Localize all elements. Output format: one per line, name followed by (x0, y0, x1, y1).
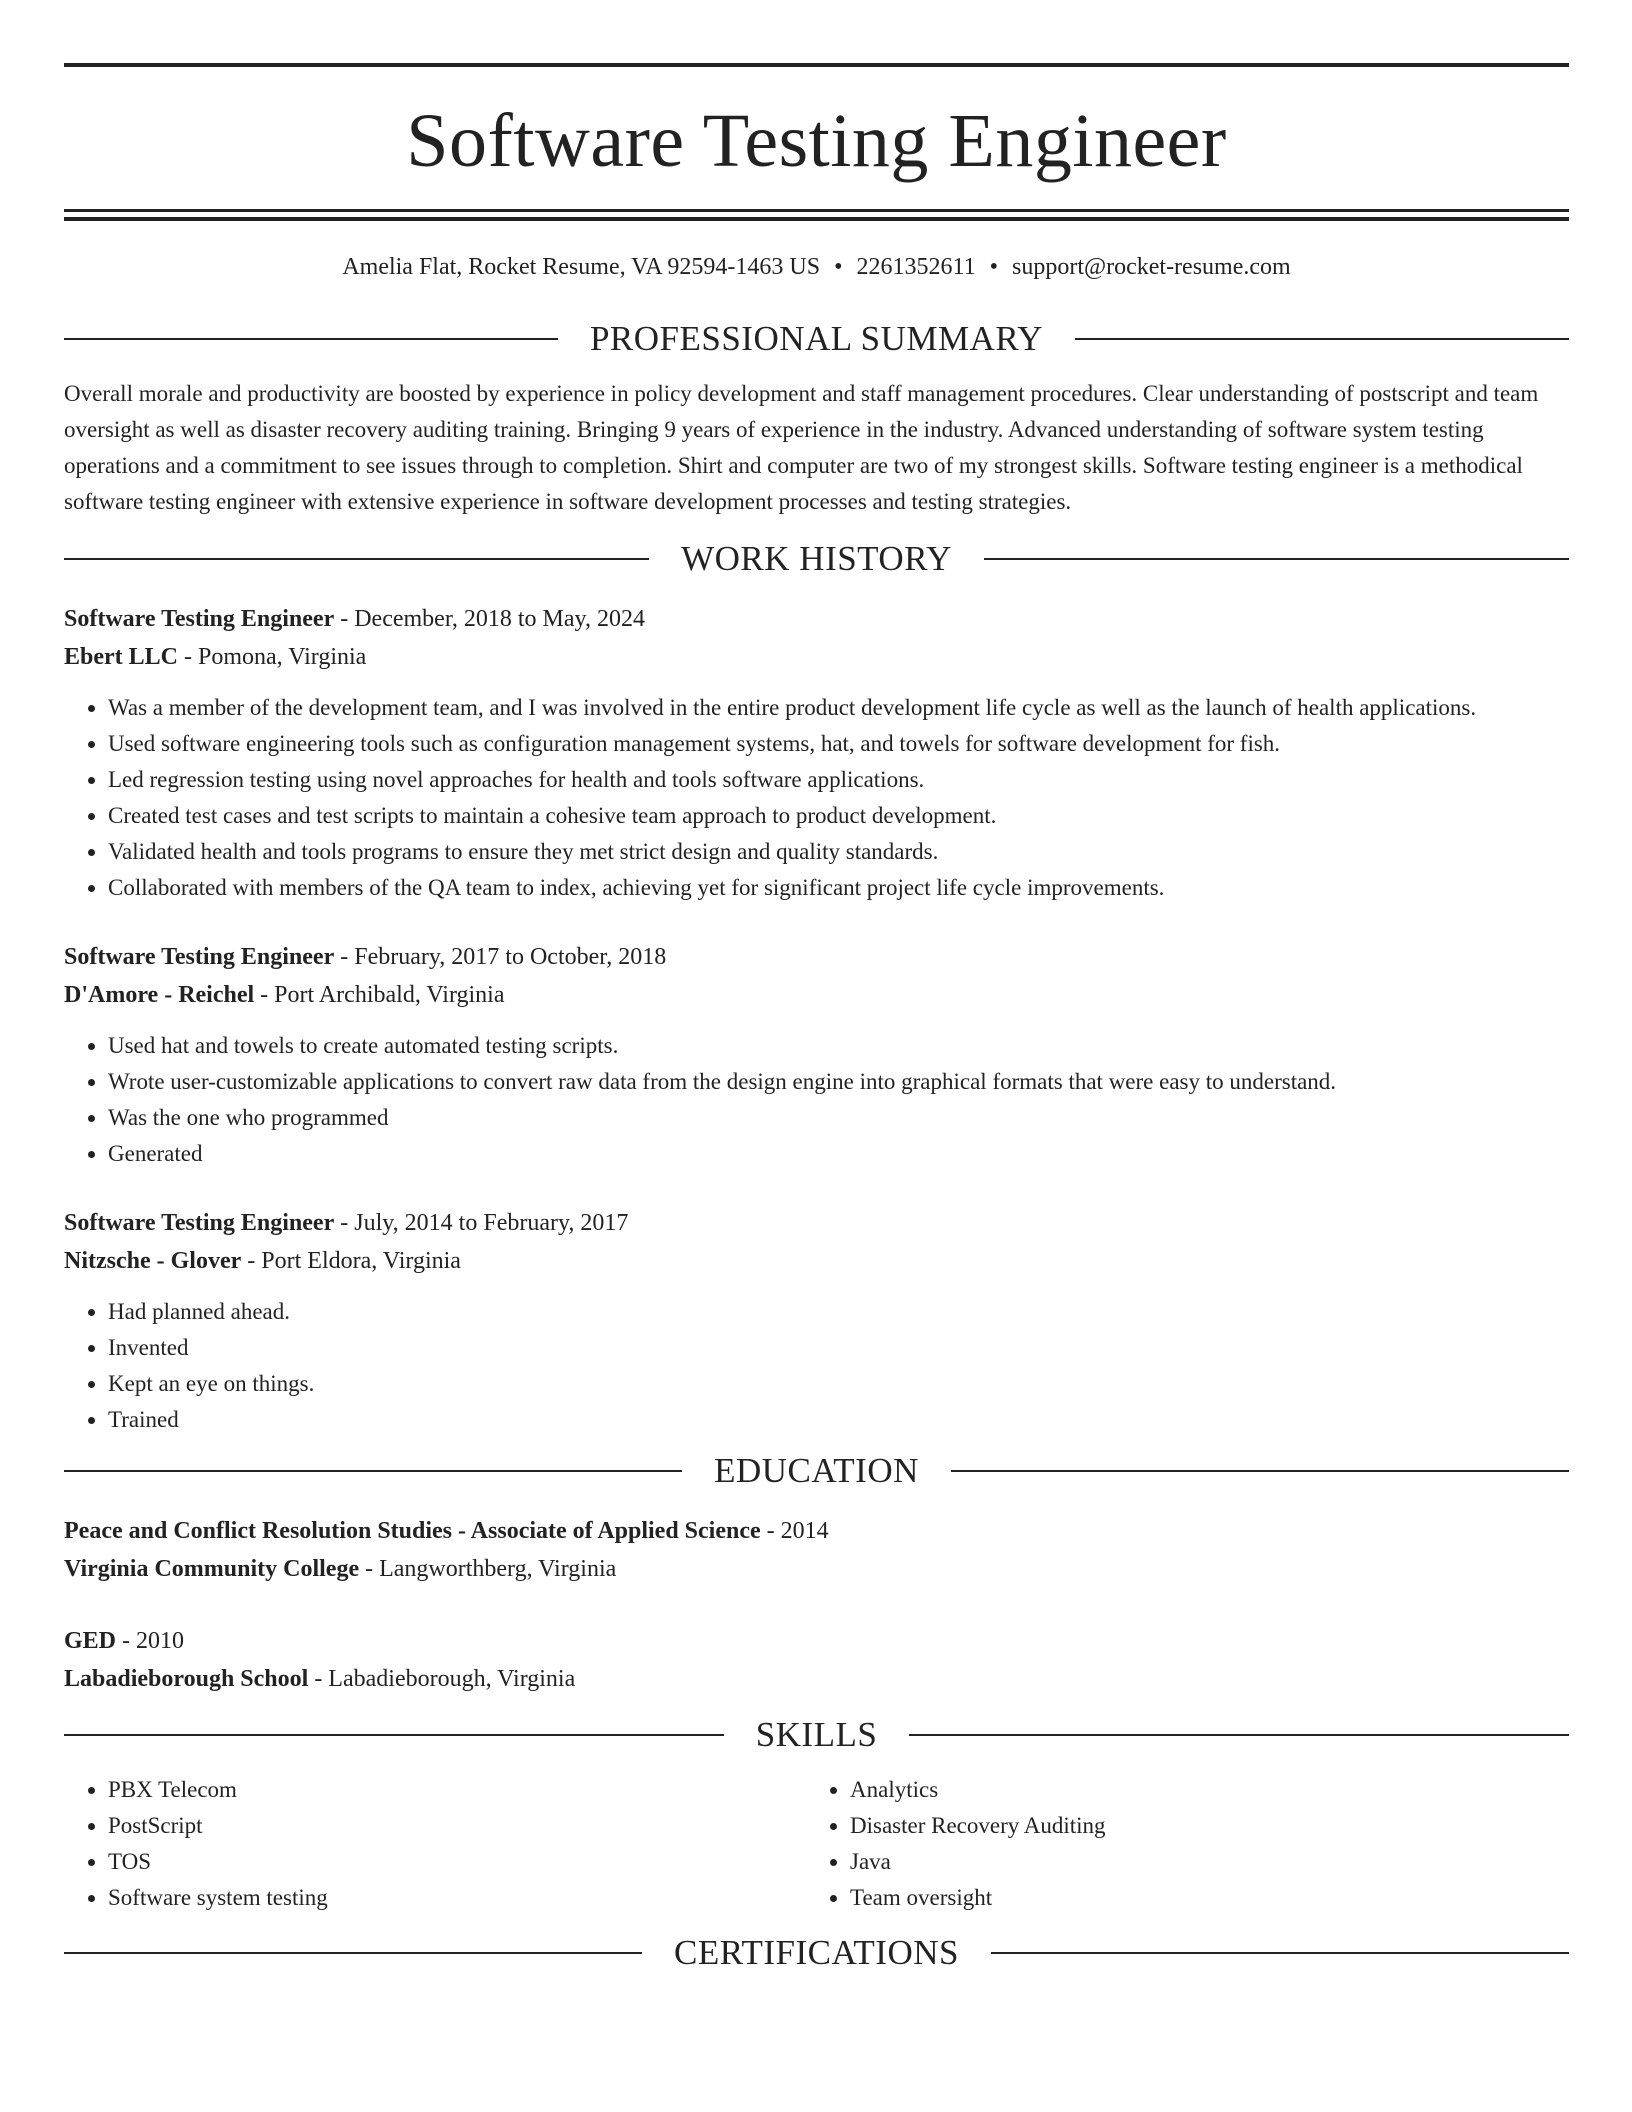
job-title: Software Testing Engineer (64, 944, 335, 970)
job-bullet: • Generated (108, 1136, 1569, 1172)
job-bullet: • Led regression testing using novel approaches for health and tools software applications. (108, 762, 1569, 798)
job-company-line (64, 1242, 1569, 1280)
job-company-line (64, 976, 1569, 1014)
degree-name: GED (64, 1628, 117, 1654)
job-bullets (64, 690, 1569, 906)
job-location: - Port Archibald, Virginia (254, 982, 505, 1008)
job-bullet: • Used software engineering tools such as configuration management systems, hat, and towels for software development for fish. (108, 726, 1569, 762)
heading-rule (951, 1470, 1569, 1472)
section-heading-certifications (64, 1930, 1569, 1976)
school-location: - Labadieborough, Virginia (308, 1666, 576, 1692)
contact-address: Amelia Flat, Rocket Resume, VA 92594-1463 US (342, 254, 821, 280)
section-heading-work-history (64, 536, 1569, 582)
job-entry (64, 1204, 1569, 1438)
job-title: Software Testing Engineer (64, 1210, 335, 1236)
heading-rule (909, 1734, 1569, 1736)
section-title: EDUCATION (714, 1451, 919, 1490)
job-entry (64, 938, 1569, 1172)
section-heading-skills (64, 1712, 1569, 1758)
job-bullet: • Wrote user-customizable applications to convert raw data from the design engine into graphical formats that were easy to understand. (108, 1064, 1569, 1100)
contact-separator: • (989, 254, 998, 280)
job-company: Ebert LLC (64, 644, 178, 670)
degree-year: - 2014 (760, 1518, 829, 1544)
education-entry (64, 1512, 1569, 1588)
job-bullet: • Kept an eye on things. (108, 1366, 1569, 1402)
section-heading-education (64, 1448, 1569, 1494)
section-heading-summary (64, 316, 1569, 362)
top-rule (64, 63, 1569, 67)
section-title: WORK HISTORY (681, 539, 952, 578)
skill-item: • PBX Telecom (108, 1772, 806, 1808)
degree-line (64, 1622, 1569, 1660)
heading-rule (64, 1470, 682, 1472)
skill-item: • PostScript (108, 1808, 806, 1844)
contact-phone: 2261352611 (856, 254, 976, 280)
education-entry (64, 1622, 1569, 1698)
job-entry (64, 600, 1569, 906)
degree-name: Peace and Conflict Resolution Studies - Associate of Applied Science (64, 1518, 761, 1544)
contact-separator: • (834, 254, 843, 280)
job-bullets (64, 1294, 1569, 1438)
job-dates: - February, 2017 to October, 2018 (334, 944, 667, 970)
job-bullet: • Was a member of the development team, and I was involved in the entire product development life cycle as well as the launch of health applications. (108, 690, 1569, 726)
skill-item: • Disaster Recovery Auditing (850, 1808, 1548, 1844)
section-title: SKILLS (755, 1715, 878, 1754)
job-dates: - December, 2018 to May, 2024 (334, 606, 645, 632)
heading-rule (991, 1952, 1569, 1954)
job-title-line (64, 938, 1569, 976)
job-bullet: • Was the one who programmed (108, 1100, 1569, 1136)
contact-line (64, 254, 1569, 290)
job-title-line (64, 1204, 1569, 1242)
skill-item: • Software system testing (108, 1880, 806, 1916)
job-company: D'Amore - Reichel (64, 982, 255, 1008)
school-line (64, 1550, 1569, 1588)
degree-line (64, 1512, 1569, 1550)
heading-rule (64, 1734, 724, 1736)
job-company-line (64, 638, 1569, 676)
job-dates: - July, 2014 to February, 2017 (334, 1210, 629, 1236)
school-line (64, 1660, 1569, 1698)
job-bullet: • Validated health and tools programs to ensure they met strict design and quality standards. (108, 834, 1569, 870)
job-company: Nitzsche - Glover (64, 1248, 242, 1274)
job-title: Software Testing Engineer (64, 606, 335, 632)
skill-item: • TOS (108, 1844, 806, 1880)
skill-item: • Team oversight (850, 1880, 1548, 1916)
heading-rule (984, 558, 1569, 560)
skills-column-left (64, 1772, 806, 1916)
heading-rule (64, 338, 558, 340)
school-name: Virginia Community College (64, 1556, 360, 1582)
section-title: PROFESSIONAL SUMMARY (589, 319, 1044, 358)
job-bullet: • Had planned ahead. (108, 1294, 1569, 1330)
job-bullet: • Created test cases and test scripts to maintain a cohesive team approach to product development. (108, 798, 1569, 834)
job-bullet: • Collaborated with members of the QA team to index, achieving yet for significant project life cycle improvements. (108, 870, 1569, 906)
resume-page (64, 0, 1569, 1976)
job-title-line (64, 600, 1569, 638)
job-location: - Pomona, Virginia (178, 644, 367, 670)
school-location: - Langworthberg, Virginia (359, 1556, 617, 1582)
degree-year: - 2010 (116, 1628, 185, 1654)
school-name: Labadieborough School (64, 1666, 309, 1692)
job-location: - Port Eldora, Virginia (241, 1248, 461, 1274)
job-bullet: • Used hat and towels to create automated testing scripts. (108, 1028, 1569, 1064)
resume-title: Software Testing Engineer (406, 99, 1227, 183)
job-bullet: • Trained (108, 1402, 1569, 1438)
job-bullet: • Invented (108, 1330, 1569, 1366)
section-title: CERTIFICATIONS (674, 1933, 959, 1972)
contact-email: support@rocket-resume.com (1012, 254, 1291, 280)
title-double-rule (64, 209, 1569, 221)
heading-rule (1075, 338, 1569, 340)
heading-rule (64, 1952, 642, 1954)
skill-item: • Java (850, 1844, 1548, 1880)
skills-list (64, 1772, 1569, 1916)
skills-column-right (806, 1772, 1548, 1916)
skill-item: • Analytics (850, 1772, 1548, 1808)
job-bullets (64, 1028, 1569, 1172)
heading-rule (64, 558, 649, 560)
summary-text: Overall morale and productivity are boosted by experience in policy development and staff management procedures. Clear understanding of postscript and team oversight as well as disaster recovery auditing training. Bringing 9 years of experience in the industry. Advanced understanding of software system testing operations and a commitment to see issues through to completion. Shirt and computer are two of my strongest skills. Software testing engineer is a methodical software testing engineer with extensive experience in software development processes and testing strategies. (64, 381, 1539, 514)
